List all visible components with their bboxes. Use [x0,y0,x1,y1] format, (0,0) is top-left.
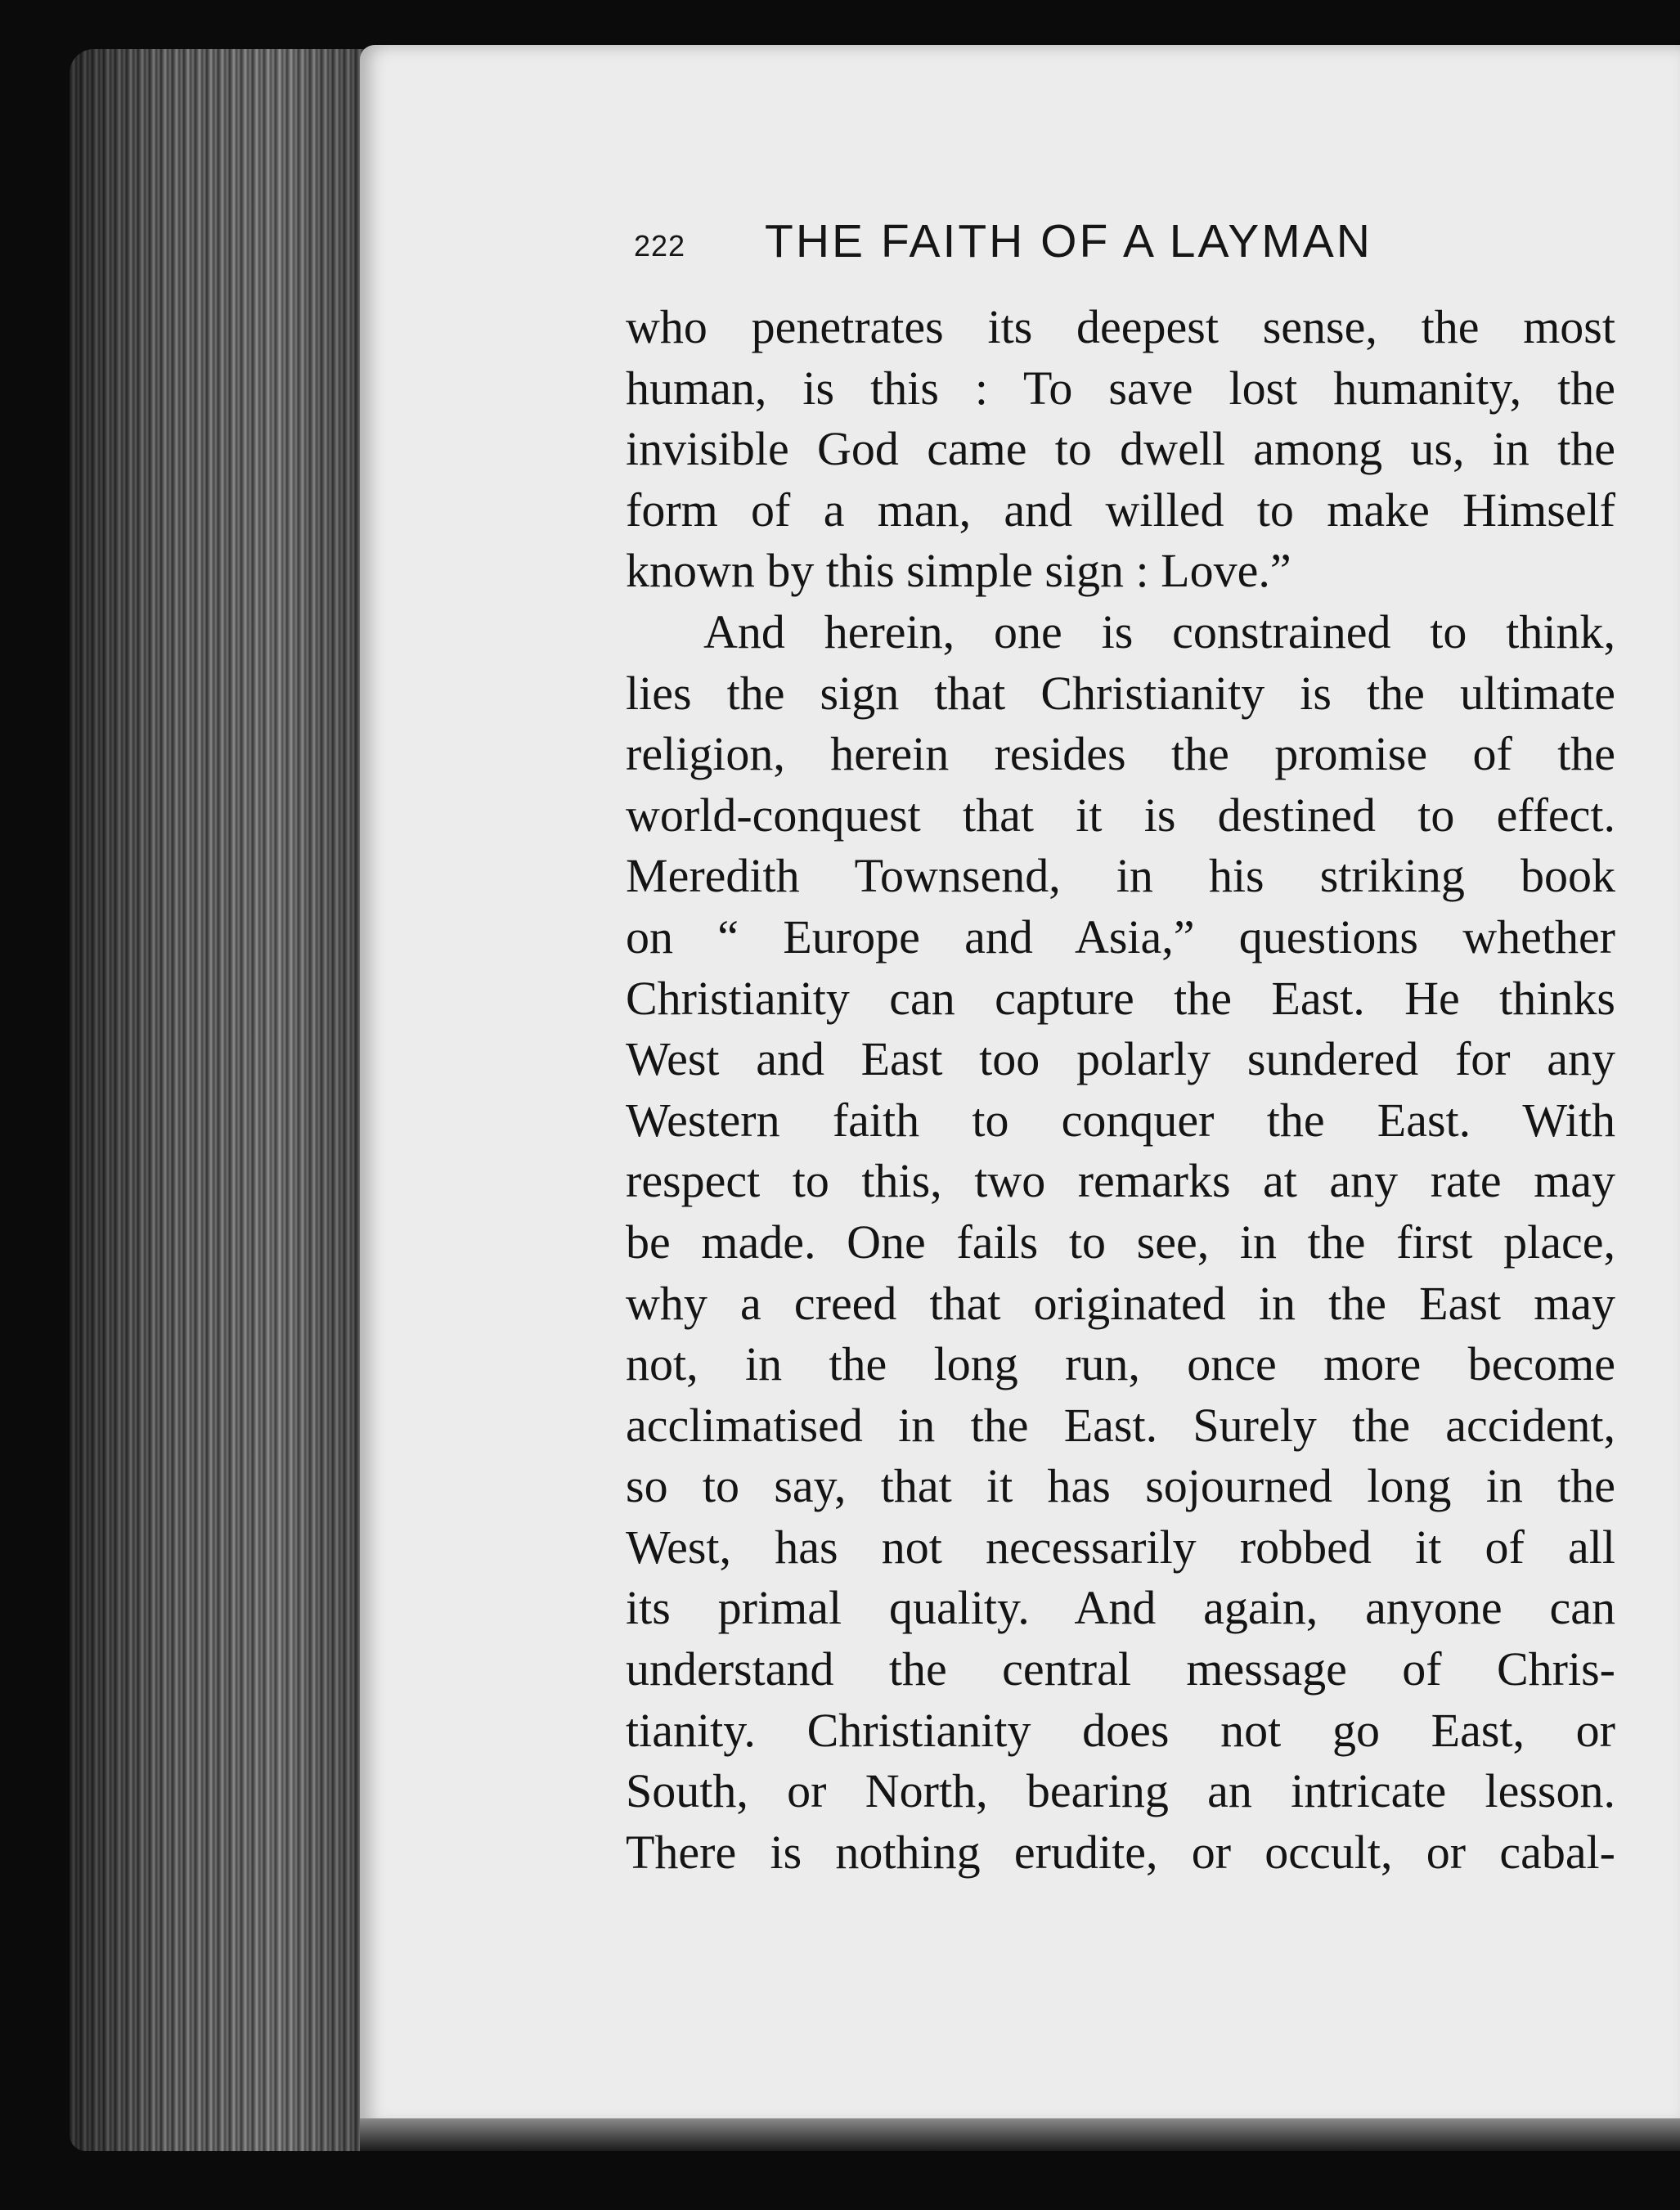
text-line: South, or North, bearing an intricate lesson. [626,1764,1615,1818]
text-line: its primal quality. And again, anyone can [626,1581,1615,1635]
text-line: who penetrates its deepest sense, the most [626,300,1615,353]
paragraph-start-line: And herein, one is constrained to think, [703,604,1615,658]
book-title: THE FAITH OF A LAYMAN [765,215,1372,267]
text-line: form of a man, and willed to make Himself [626,483,1615,537]
text-line: world-conquest that it is destined to effect. [626,788,1615,842]
page-bottom-shadow [360,2118,1680,2151]
text-line: why a creed that originated in the East may [626,1276,1615,1330]
text-line: Christianity can capture the East. He thinks [626,971,1615,1025]
text-line: on “ Europe and Asia,” questions whether [626,910,1615,964]
text-line: There is nothing erudite, or occult, or cabal- [626,1825,1615,1879]
text-line: be made. One fails to see, in the first place, [626,1215,1615,1269]
text-line: West, has not necessarily robbed it of all [626,1520,1615,1574]
text-line: human, is this : To save lost humanity, the [626,361,1615,415]
text-line: Western faith to conquer the East. With [626,1093,1615,1147]
text-line: lies the sign that Christianity is the ultimate [626,666,1615,720]
text-line: tianity. Christianity does not go East, or [626,1703,1615,1757]
text-line: West and East too polarly sundered for any [626,1032,1615,1086]
running-head [634,214,1534,272]
text-line: acclimatised in the East. Surely the accident, [626,1398,1615,1452]
text-line: not, in the long run, once more become [626,1337,1615,1391]
book-page-edges [70,49,380,2151]
body-text [626,297,1615,1883]
text-line: religion, herein resides the promise of the [626,727,1615,781]
text-line: respect to this, two remarks at any rate may [626,1154,1615,1208]
text-line: Meredith Townsend, in his striking book [626,849,1615,903]
text-line: known by this simple sign : Love.” [626,544,1291,598]
text-line: invisible God came to dwell among us, in the [626,422,1615,476]
text-line: understand the central message of Chris- [626,1642,1615,1696]
text-line: so to say, that it has sojourned long in the [626,1459,1615,1513]
page-number: 222 [634,229,686,263]
